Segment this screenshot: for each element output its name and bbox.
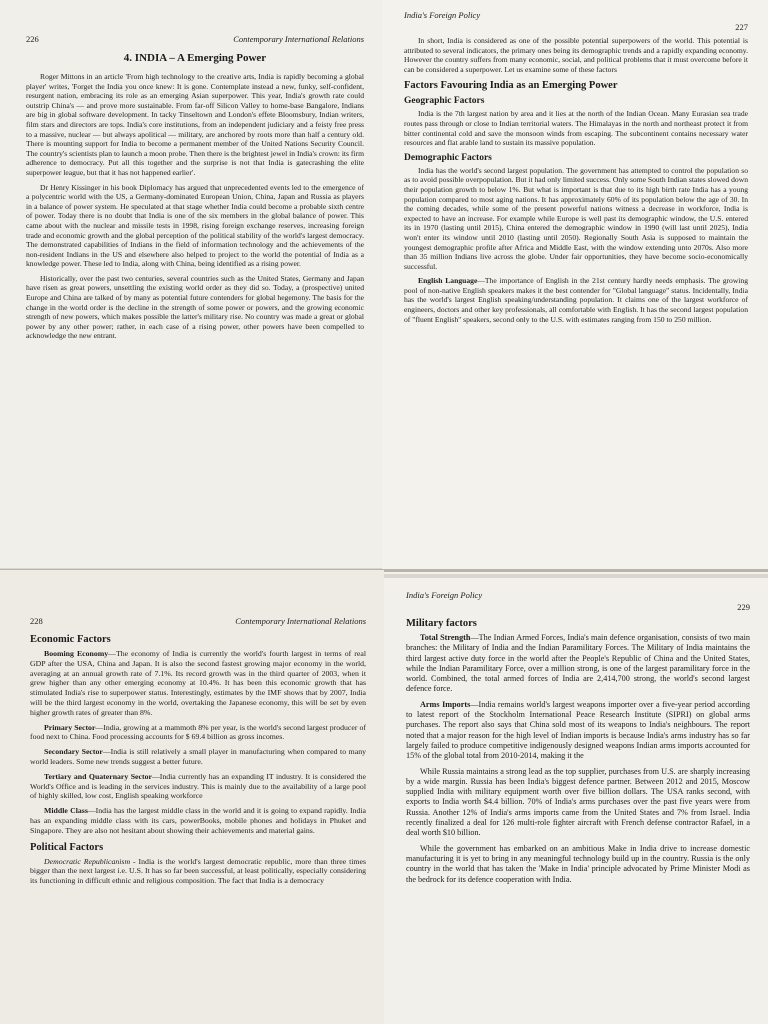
page-229 <box>384 578 768 1024</box>
paragraph: Dr Henry Kissinger in his book Diplomacy has argued that unprecedented events led to the emergence of a polycentric world with the US, a Germany-dominated European Union, China, Japan and Russia as players in a balance of power system. He speculated at that stage whether India could become a probable sixth centre of power. Today there is no doubt that India is one of the six members in the global balance of power. This came about with the nuclear and missile tests in 1998, rising foreign exchange reserves, increasing foreign trade and economic growth and the global perception of the political stability of the world's largest democracy. The demonstrated capabilities of Indians in the field of information technology and the achievements of the non-resident Indians in the US and elsewhere also helped to project to the world the potential of India as a knowledge power. These led to India, along with China, being identified as a rising power. <box>26 182 364 269</box>
body-text: —India is still relatively a small player in manufacturing when compared to many world leaders. Some new trends suggest a better future. <box>30 747 366 766</box>
paragraph: India is the 7th largest nation by area and it lies at the north of the Indian Ocean. Many Eurasian sea trade routes pass through or close to Indian territorial waters. The Himalayas in the north and northeast protect it from bitter continental cold and save the monsoon winds from escaping. The subcontinent contains necessary water resources and flat arable land to sustain its massive population. <box>404 109 748 148</box>
lead-text: Middle Class <box>44 806 88 816</box>
section-heading: Political Factors <box>30 841 104 853</box>
page-number: 226 <box>26 34 39 44</box>
paragraph <box>30 806 366 835</box>
lead-text: Primary Sector <box>44 722 96 732</box>
section-heading: Military factors <box>406 618 477 629</box>
paragraph <box>404 276 748 324</box>
body-text: —India, growing at a mammoth 8% per year, is the world's second largest producer of food next to China. Food processing accounts for $ 69.4 billion as gross incomes. <box>30 722 366 742</box>
body-text: While the government has embarked on an ambitious Make in India drive to increase domestic manufacturing it is yet to bring in any meaningful technology build up in the country. Russia is the only country in the world that has taken the 'Make in India' principle advocated by Prime Minister Modi as the bedrock for its defence cooperation with India. <box>406 843 750 884</box>
paragraph: Roger Mittons in an article 'From high technology to the creative arts, India is rapidly becoming a global player' writes, 'Forget the India you once knew: It is gone. Contemplate instead a new, funky, self-confident, resurgent nation, embracing its role as an emerging Asian superpower. This year, India's growth rate could outstrip China's — and prove more sustainable. From far-off Silicon Valley to home-base Bangalore, Indians are big in global software development. In tacky Tinseltown and London's effete Bloomsbury, Indian writers, film stars and directors are tops. India's core institutions, from an independent judiciary and a feisty free press to a massive, nuclear — but always apolitical — military, are anchored by roots more than half a century old. There is mounting support for India to become a permanent member of the United Nations Security Council. The country's scientists plan to launch a moon probe. Then there is the brightest jewel in India's crown: its firm adherence to democracy. Put all this together and the surprise is not that India is gatecrashing the elite superpower league, but that it has not happened earlier'. <box>26 72 364 177</box>
lead-text: Arms Imports <box>420 699 471 709</box>
section-heading: Factors Favouring India as an Emerging Power <box>404 80 618 92</box>
lead-text: Tertiary and Quaternary Sector <box>44 771 152 781</box>
page-header <box>30 616 366 626</box>
page-number: 229 <box>737 602 750 612</box>
body-text: —India has the largest middle class in the world and it is going to expand rapidly. India has an expanding middle class with its cars, powerBooks, mobile phones and holidays in Phuket and Singapore. They are also not hesitant about showing their achievements and material gains. <box>30 806 366 835</box>
running-head: India's Foreign Policy <box>406 590 483 600</box>
page-number: 228 <box>30 616 43 626</box>
running-head: Contemporary International Relations <box>233 34 364 44</box>
page-226 <box>0 0 382 568</box>
page-header <box>26 34 364 44</box>
paragraph <box>30 772 366 801</box>
lead-text: Total Strength <box>420 633 471 642</box>
running-head: India's Foreign Policy <box>404 10 481 20</box>
paragraph: India has the world's second largest population. The government has attempted to control the population so as to avoid possible overpopulation. But it had only limited success. Only some South Indian states slowed down their population growth to below 1%. But what is important is that due to its high birth rate India has a young population compared to most aging nations. It has approximately 60% of its population below the age of 30. In the coming decades, while some of the present powerful nations witness a decrease in workforce, India is expected to have an increase. For example while Europe is well past its demographic window, the U.S. entered its in 1970 (lasting until 2015), China entered the demographic window in 1990 (will last until 2025), India won't enter its window until 2010 (lasting until 2050). Regionally South Asia is supposed to maintain the youngest demographic profile after Africa and Middle East, with the window extending unto 2070s. Also more than 35 million Indians live across the globe. Under fair opportunities, they have become socio-economically successful. <box>404 165 748 271</box>
paragraph <box>406 633 750 695</box>
section-heading: Economic Factors <box>30 634 111 645</box>
body-text: - India is the world's largest democratic republic, more than three times bigger than the next largest i.e. U.S. It has so far been successful, at least politically, especially considering its functioning in difficult ethnic and religious composition. The fact that India is a democracy <box>30 856 366 886</box>
body-text: —The economy of India is currently the world's fourth largest in terms of real GDP after the USA, China and Japan. It is also the second fastest growing major economy in the world, averaging at an annual growth rate of 7.1%. Its record growth was in the third quarter of 2003, when it grew higher than any other emerging economy at 10.4%. It has been this economic growth that has stimulated India's rise to superpower status. Interestingly, estimates by the IMF shows that by 2007, India will be the third largest economy in the world, overtaking the Japanese economy, this will be set by even higher growth rates of greater than 8%. <box>30 649 366 717</box>
subheading-geographic: Geographic Factors <box>404 96 485 107</box>
page-228 <box>0 570 384 1024</box>
paragraph <box>406 767 750 839</box>
lead-text: Democratic Republicanism <box>44 856 131 866</box>
body-text: —India remains world's largest weapons importer over a five-year period according to latest report of the Stockholm International Peace Research Institute (SIPRI) on global arms purchases. The report also says that China sold most of its weapons to India's neighbours. The report noted that a major reason for the high level of Indian imports is because India's arms industry has so far largely failed to produce competitive indigenously designed weapons Indian arms imports accounted for 15% of the global total from 2010-2014, making it the <box>406 699 750 761</box>
body-text: While Russia maintains a strong lead as the top supplier, purchases from U.S. are sharply increasing by a wide margin. Russia has been India's biggest defence partner. Between 2012 and 2015, Moscow supplied India with military equipment worth over five billion dollars. The USA ranks second, with exports to India worth $4.4 billion. 70% of India's arms purchases over the past five years were from Russia. Another 12% of India's arms imports came from the United States and 7% from Israel. India recently finalized a deal for 126 multi-role fighter aircraft with French defense contractor Rafael, in a deal worth $10 billion. <box>406 766 750 838</box>
running-head: Contemporary International Relations <box>235 616 366 626</box>
page-227 <box>382 0 768 574</box>
section-heading: 4. INDIA – A Emerging Power <box>123 52 267 64</box>
paragraph <box>406 844 750 885</box>
body-text: —India currently has an expanding IT industry. It is considered the World's Office and is leading in the services industry. This is mainly due to the availability of a large pool of highly skilled, low cost, English speaking workforce <box>30 771 366 801</box>
paragraph <box>30 723 366 743</box>
paragraph <box>30 747 366 767</box>
body-text: —The importance of English in the 21st century hardly needs emphasis. The growing pool of non-native English speakers makes it the best contender for "Global language" status. Incidentally, India has the world's largest English speaking/understanding population. It claims one of the largest workforce of engineers, doctors and other key professionals, all comfortable with English. It has the second largest population of "fluent English" speakers, second only to the U.S. with estimates ranging from 150 to 250 million. <box>404 276 749 324</box>
lead-text: Secondary Sector <box>44 747 103 757</box>
paragraph <box>30 857 366 886</box>
subheading-demographic: Demographic Factors <box>404 152 492 163</box>
paragraph: In short, India is considered as one of the possible potential superpowers of the world. This potential is attributed to several indicators, the primary ones being its demographic trends and a rapidly expanding economy. However the country suffers from many economic, social, and political problems that it must overcome before it can be considered a superpower. Let us examine some of these factors <box>404 36 748 74</box>
paragraph <box>406 700 750 762</box>
lead-text: Booming Economy <box>44 649 109 658</box>
paragraph: Historically, over the past two centuries, several countries such as the United States, Germany and Japan have risen as great powers, unsettling the existing world order as they did so. Today, a (prospective) united Europe and China are talked of by many as potential future contenders for global hegemony. The basis for the change in the world order is the decline in the strength of some power or powers, and the growing economic strength of new powers, which makes possible the latter's military rise. No country was made a great or global power by any other power; rather, in each case of a rising power, other powers have been compelled to acknowledge the new entrant. <box>26 273 364 341</box>
lead-text: English Language <box>418 276 478 286</box>
paragraph <box>30 649 366 718</box>
page-number: 227 <box>735 22 748 32</box>
body-text: —The Indian Armed Forces, India's main defence organisation, consists of two main branches: the Military of India and the Indian Paramilitary Forces. The Military of India maintains the third largest active duty force in the world after the People's Republic of China and the United States, while the Indian Paramilitary Force, over a million strong, is one of the largest paramilitary force in the world. Combined, the total armed forces of India are 2,414,700 strong, the world's second largest defence force. <box>406 633 750 694</box>
